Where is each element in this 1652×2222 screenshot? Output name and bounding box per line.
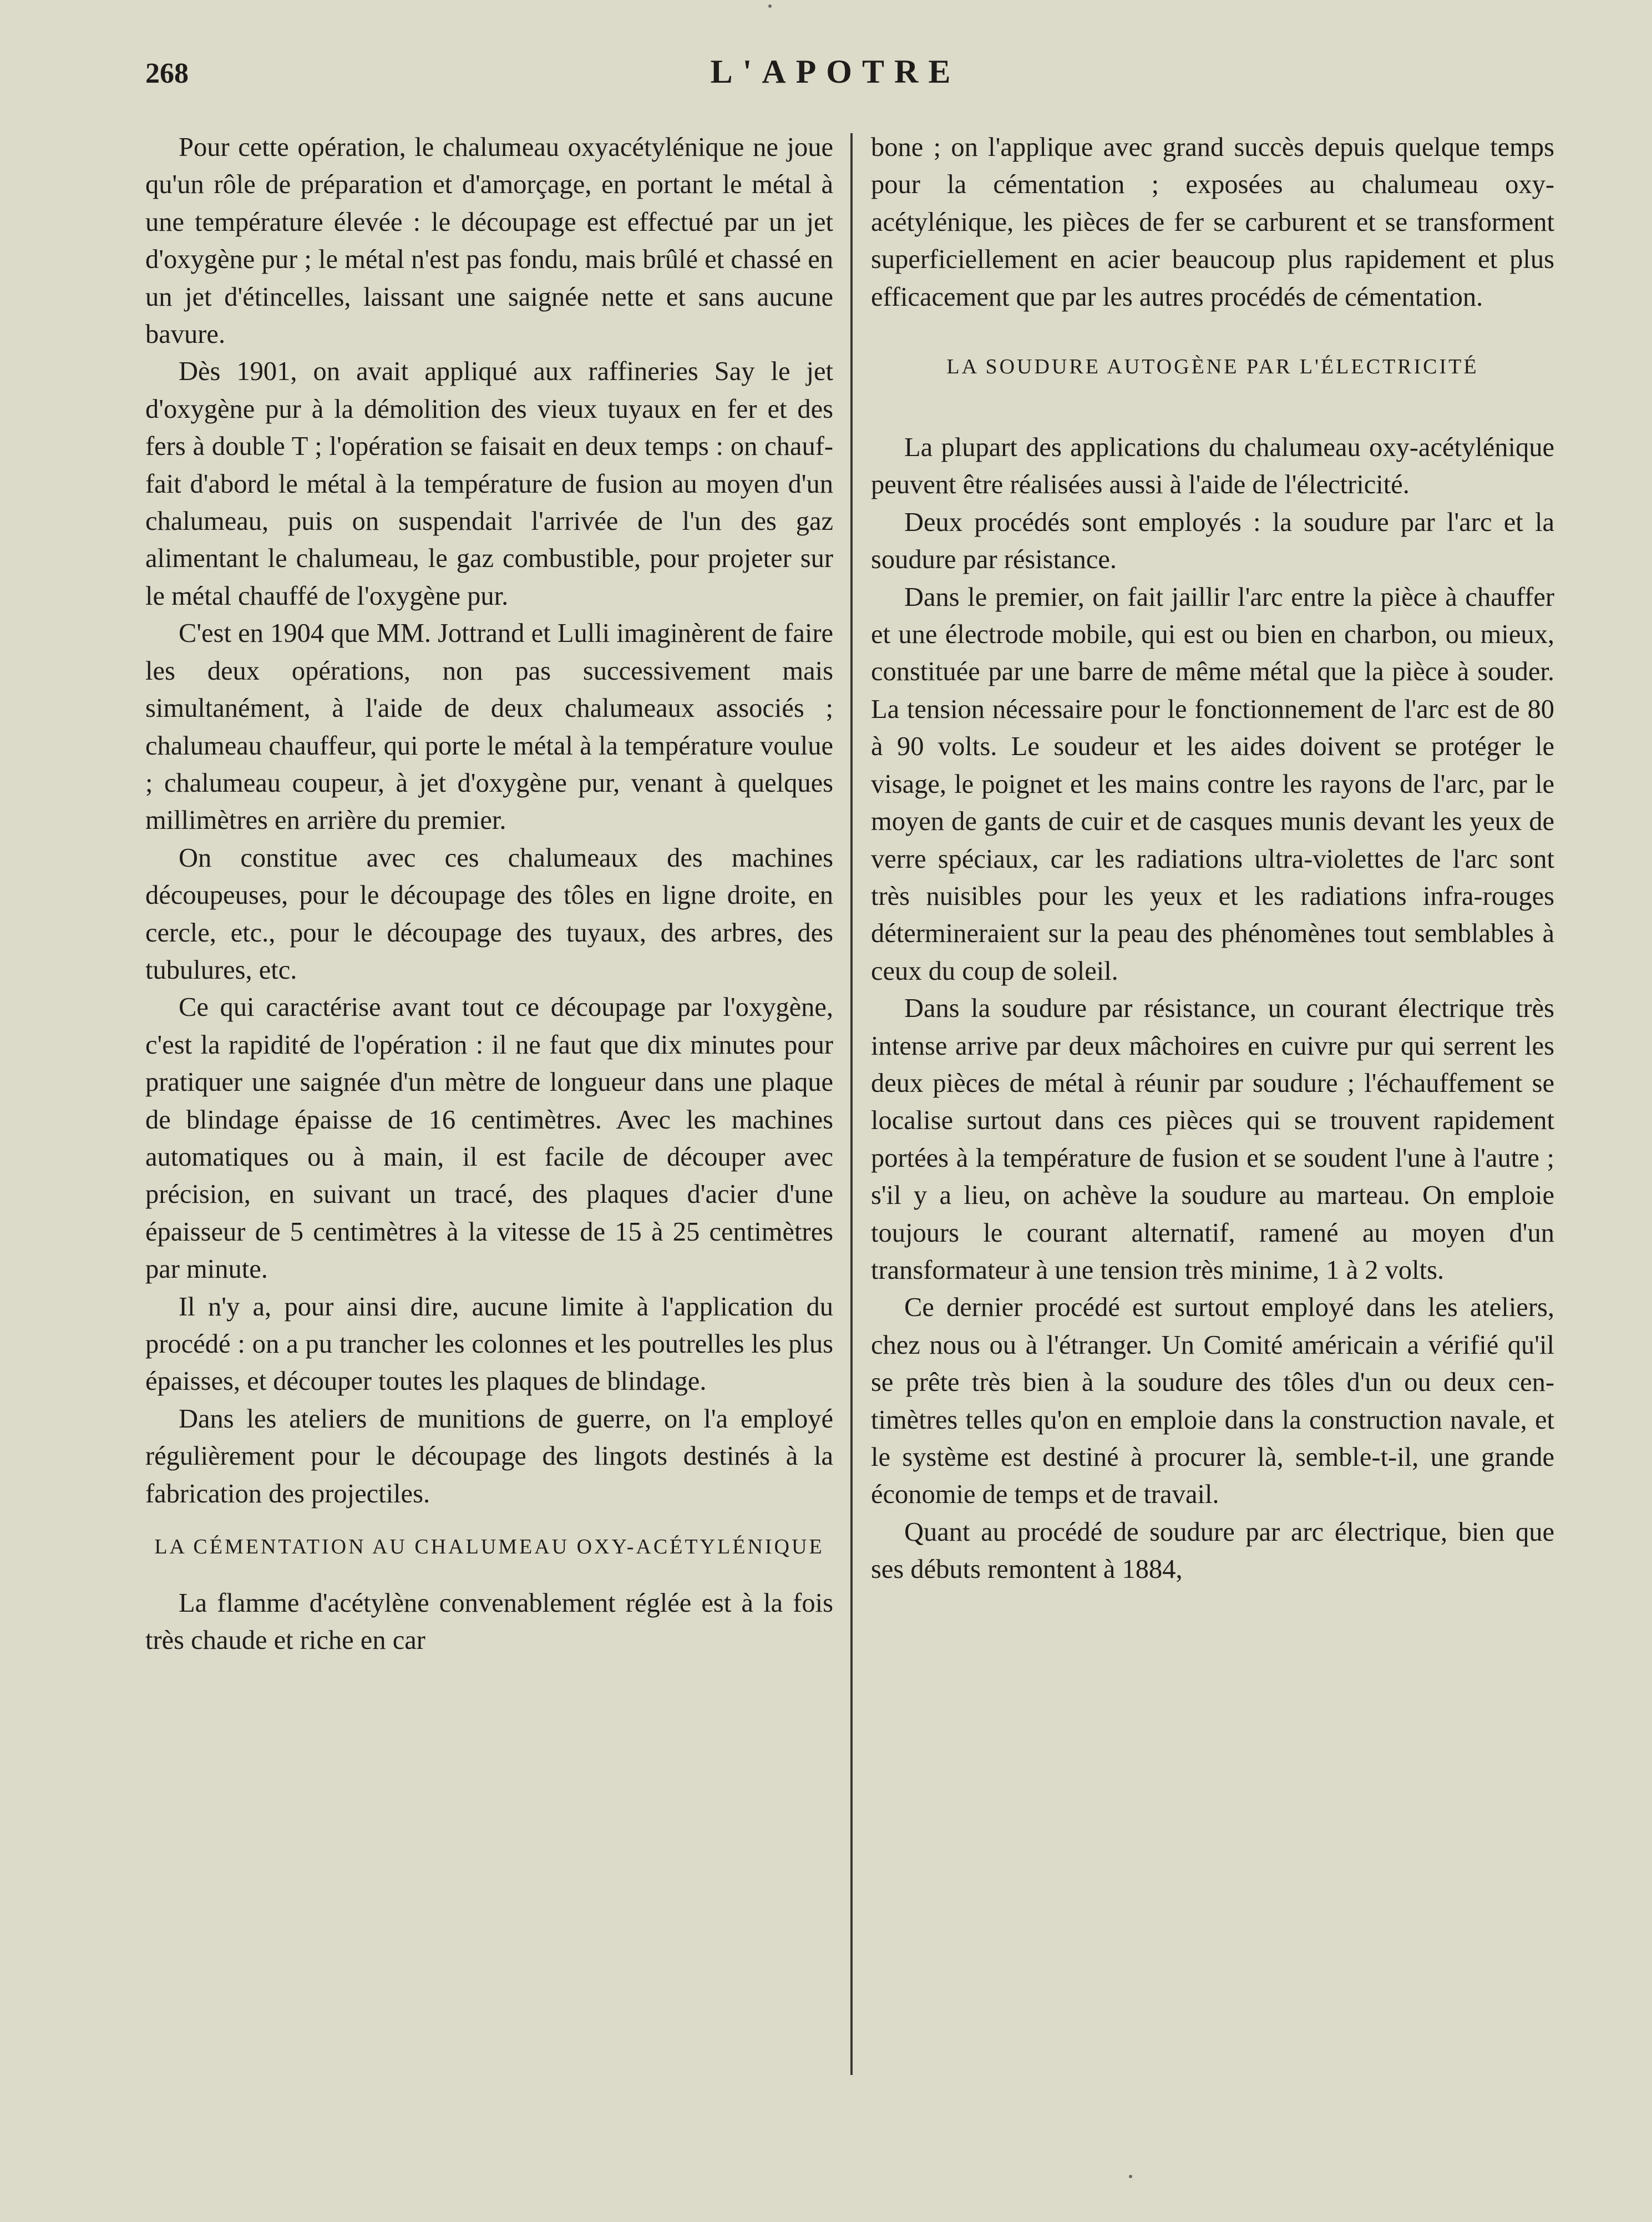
running-title: L'APOTRE <box>710 53 961 90</box>
paragraph: Ce dernier procédé est surtout employé dans les ateliers, chez nous ou à l'étranger. Un Comité américain a vérifié qu'il se prête très bien à la soudure des tôles d'un ou deux centimètres telles qu'on en emploie dans la construction navale, et le système est destiné à procurer là, semble-t-il, une grande économie de temps et de travail. <box>871 1293 1554 1510</box>
page-header <box>145 53 1526 97</box>
paragraph: Deux procédés sont employés : la soudure par l'arc et la soudure par résistance. <box>871 507 1554 575</box>
paragraph: La flamme d'acétylène convenablement réglée est à la fois très chaude et riche en car <box>145 1588 833 1656</box>
paragraph: Il n'y a, pour ainsi dire, aucune limite à l'application du procédé : on a pu trancher les colonnes et les poutrelles les plus épaisses, et découper toutes les plaques de blindage. <box>145 1292 833 1396</box>
right-column <box>871 129 1554 1588</box>
paragraph: Dans les ateliers de munitions de guerre, on l'a employé régulièrement pour le découpage des lingots destinés à la fabrication des projectiles. <box>145 1404 833 1509</box>
paragraph: Pour cette opération, le chalumeau oxyacétylénique ne joue qu'un rôle de préparation et d'amorçage, en portant le métal à une température élevée : le découpage est effectué par un jet d'oxygène pur ; le métal n'est pas fondu, mais brûlé et chassé en un jet d'étincelles, laissant une saignée nette et sans aucune bavure. <box>145 133 833 350</box>
paragraph: La plupart des applications du chalumeau oxy-acétylénique peuvent être réalisées aussi à l'aide de l'électricité. <box>871 433 1554 500</box>
page-number: 268 <box>145 58 189 89</box>
paragraph: Dans le premier, on fait jaillir l'arc entre la pièce à chauffer et une électrode mobile, qui est ou bien en charbon, ou mieux, constituée par une barre de même métal que la pièce à souder. La tension nécessaire pour le fonctionnement de l'arc est de 80 à 90 volts. Le soudeur et les aides doivent se protéger le visage, le poignet et les mains contre les rayons de l'arc, par le moyen de gants de cuir et de casques munis devant les yeux de verre spéciaux, car les radiations ultra-violettes de l'arc sont très nuisibles pour les yeux et les radiations infra-rouges détermineraient sur la peau des phénomènes tout semblables à ceux du coup de soleil. <box>871 582 1554 986</box>
paragraph: C'est en 1904 que MM. Jottrand et Lulli imaginèrent de faire les deux opérations, non pas successivement mais simultanément, à l'aide de deux chalumeaux associés ; chalumeau chauffeur, qui porte le métal à la température voulue ; chalumeau coupeur, à jet d'oxygène pur, venant à quelques millimètres en arrière du premier. <box>145 619 833 836</box>
section-heading: LA SOUDURE AUTOGÈNE PAR L'ÉLECTRICITÉ <box>946 355 1479 379</box>
print-speck <box>768 4 772 8</box>
paragraph: On constitue avec ces chalumeaux des machines découpeuses, pour le découpage des tôles en ligne droite, en cercle, etc., pour le découpage des tuyaux, des arbres, des tubulures, etc. <box>145 843 833 985</box>
left-column <box>145 129 833 1659</box>
section-heading: LA CÉMENTATION AU CHALUMEAU OXY-ACÉTYLÉNIQUE <box>154 1535 824 1559</box>
paragraph: Ce qui caractérise avant tout ce découpage par l'oxygène, c'est la rapidité de l'opération : il ne faut que dix minutes pour pratiquer une saignée d'un mètre de longueur dans une plaque de blindage épaisse de 16 centimètres. Avec les machines automatiques ou à main, il est facile de découper avec précision, en suivant un tracé, des plaques d'acier d'une épaisseur de 5 centimètres à la vitesse de 15 à 25 centimètres par minute. <box>145 993 833 1284</box>
paragraph-continuation: bone ; on l'applique avec grand succès depuis quelque temps pour la cémentation ; exposées au chalumeau oxy-acétylénique, les pièces de fer se carburent et se transforment superficiellement en acier beaucoup plus rapidement et plus efficacement que par les autres procédés de cémentation. <box>871 133 1554 312</box>
paragraph: Dès 1901, on avait appliqué aux raffineries Say le jet d'oxygène pur à la démolition des vieux tuyaux en fer et des fers à double T ; l'opération se faisait en deux temps : on chauffait d'abord le métal à la température de fusion au moyen d'un chalumeau, puis on suspendait l'arrivée de l'un des gaz alimentant le chalumeau, le gaz combustible, pour projeter sur le métal chauffé de l'oxygène pur. <box>145 357 833 611</box>
column-divider <box>850 133 853 2075</box>
paragraph: Dans la soudure par résistance, un courant électrique très intense arrive par deux mâchoires en cuivre pur qui serrent les deux pièces de métal à réunir par soudure ; l'échauffement se localise surtout dans ces pièces qui se trouvent rapidement portées à la température de fusion et se soudent l'une à l'autre ; s'il y a lieu, on achève la soudure au marteau. On emploie toujours le courant alternatif, ramené au moyen d'un transformateur à une tension très minime, 1 à 2 volts. <box>871 994 1554 1285</box>
print-speck <box>1129 2175 1132 2178</box>
paragraph: Quant au procédé de soudure par arc électrique, bien que ses débuts remontent à 1884, <box>871 1517 1554 1585</box>
